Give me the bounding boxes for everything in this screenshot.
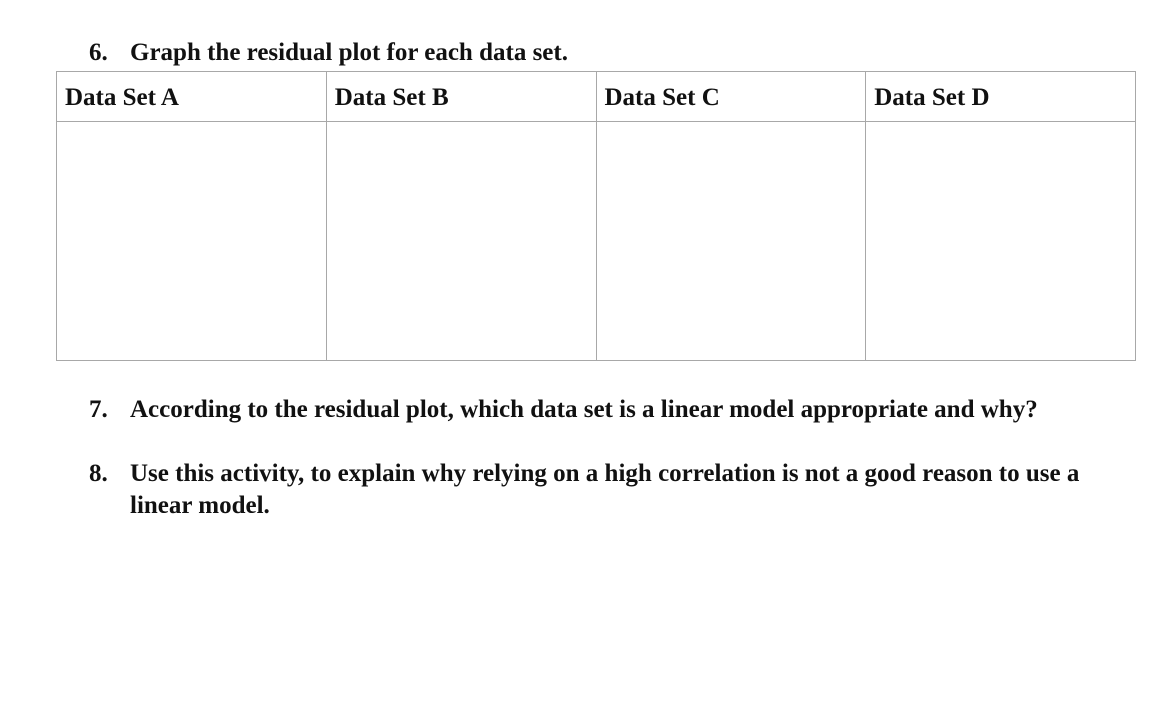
header-data-set-c: Data Set C: [596, 72, 866, 122]
question-7-number: 7.: [89, 396, 108, 423]
residual-plot-table: [56, 71, 1136, 361]
table-row: [57, 122, 1136, 361]
plot-area-data-set-a[interactable]: [57, 122, 327, 361]
plot-area-data-set-c[interactable]: [596, 122, 866, 361]
header-data-set-d: Data Set D: [866, 72, 1136, 122]
table-header-row: [57, 72, 1136, 122]
plot-area-data-set-b[interactable]: [326, 122, 596, 361]
question-8-number: 8.: [89, 460, 108, 487]
header-data-set-b: Data Set B: [326, 72, 596, 122]
question-6-text: Graph the residual plot for each data set.: [130, 39, 568, 66]
question-8-text: Use this activity, to explain why relying on a high correlation is not a good reason to use a linear model.: [130, 460, 1080, 519]
question-7-text: According to the residual plot, which data set is a linear model appropriate and why?: [130, 396, 1038, 423]
question-6-number: 6.: [89, 39, 108, 66]
header-data-set-a: Data Set A: [57, 72, 327, 122]
plot-area-data-set-d[interactable]: [866, 122, 1136, 361]
